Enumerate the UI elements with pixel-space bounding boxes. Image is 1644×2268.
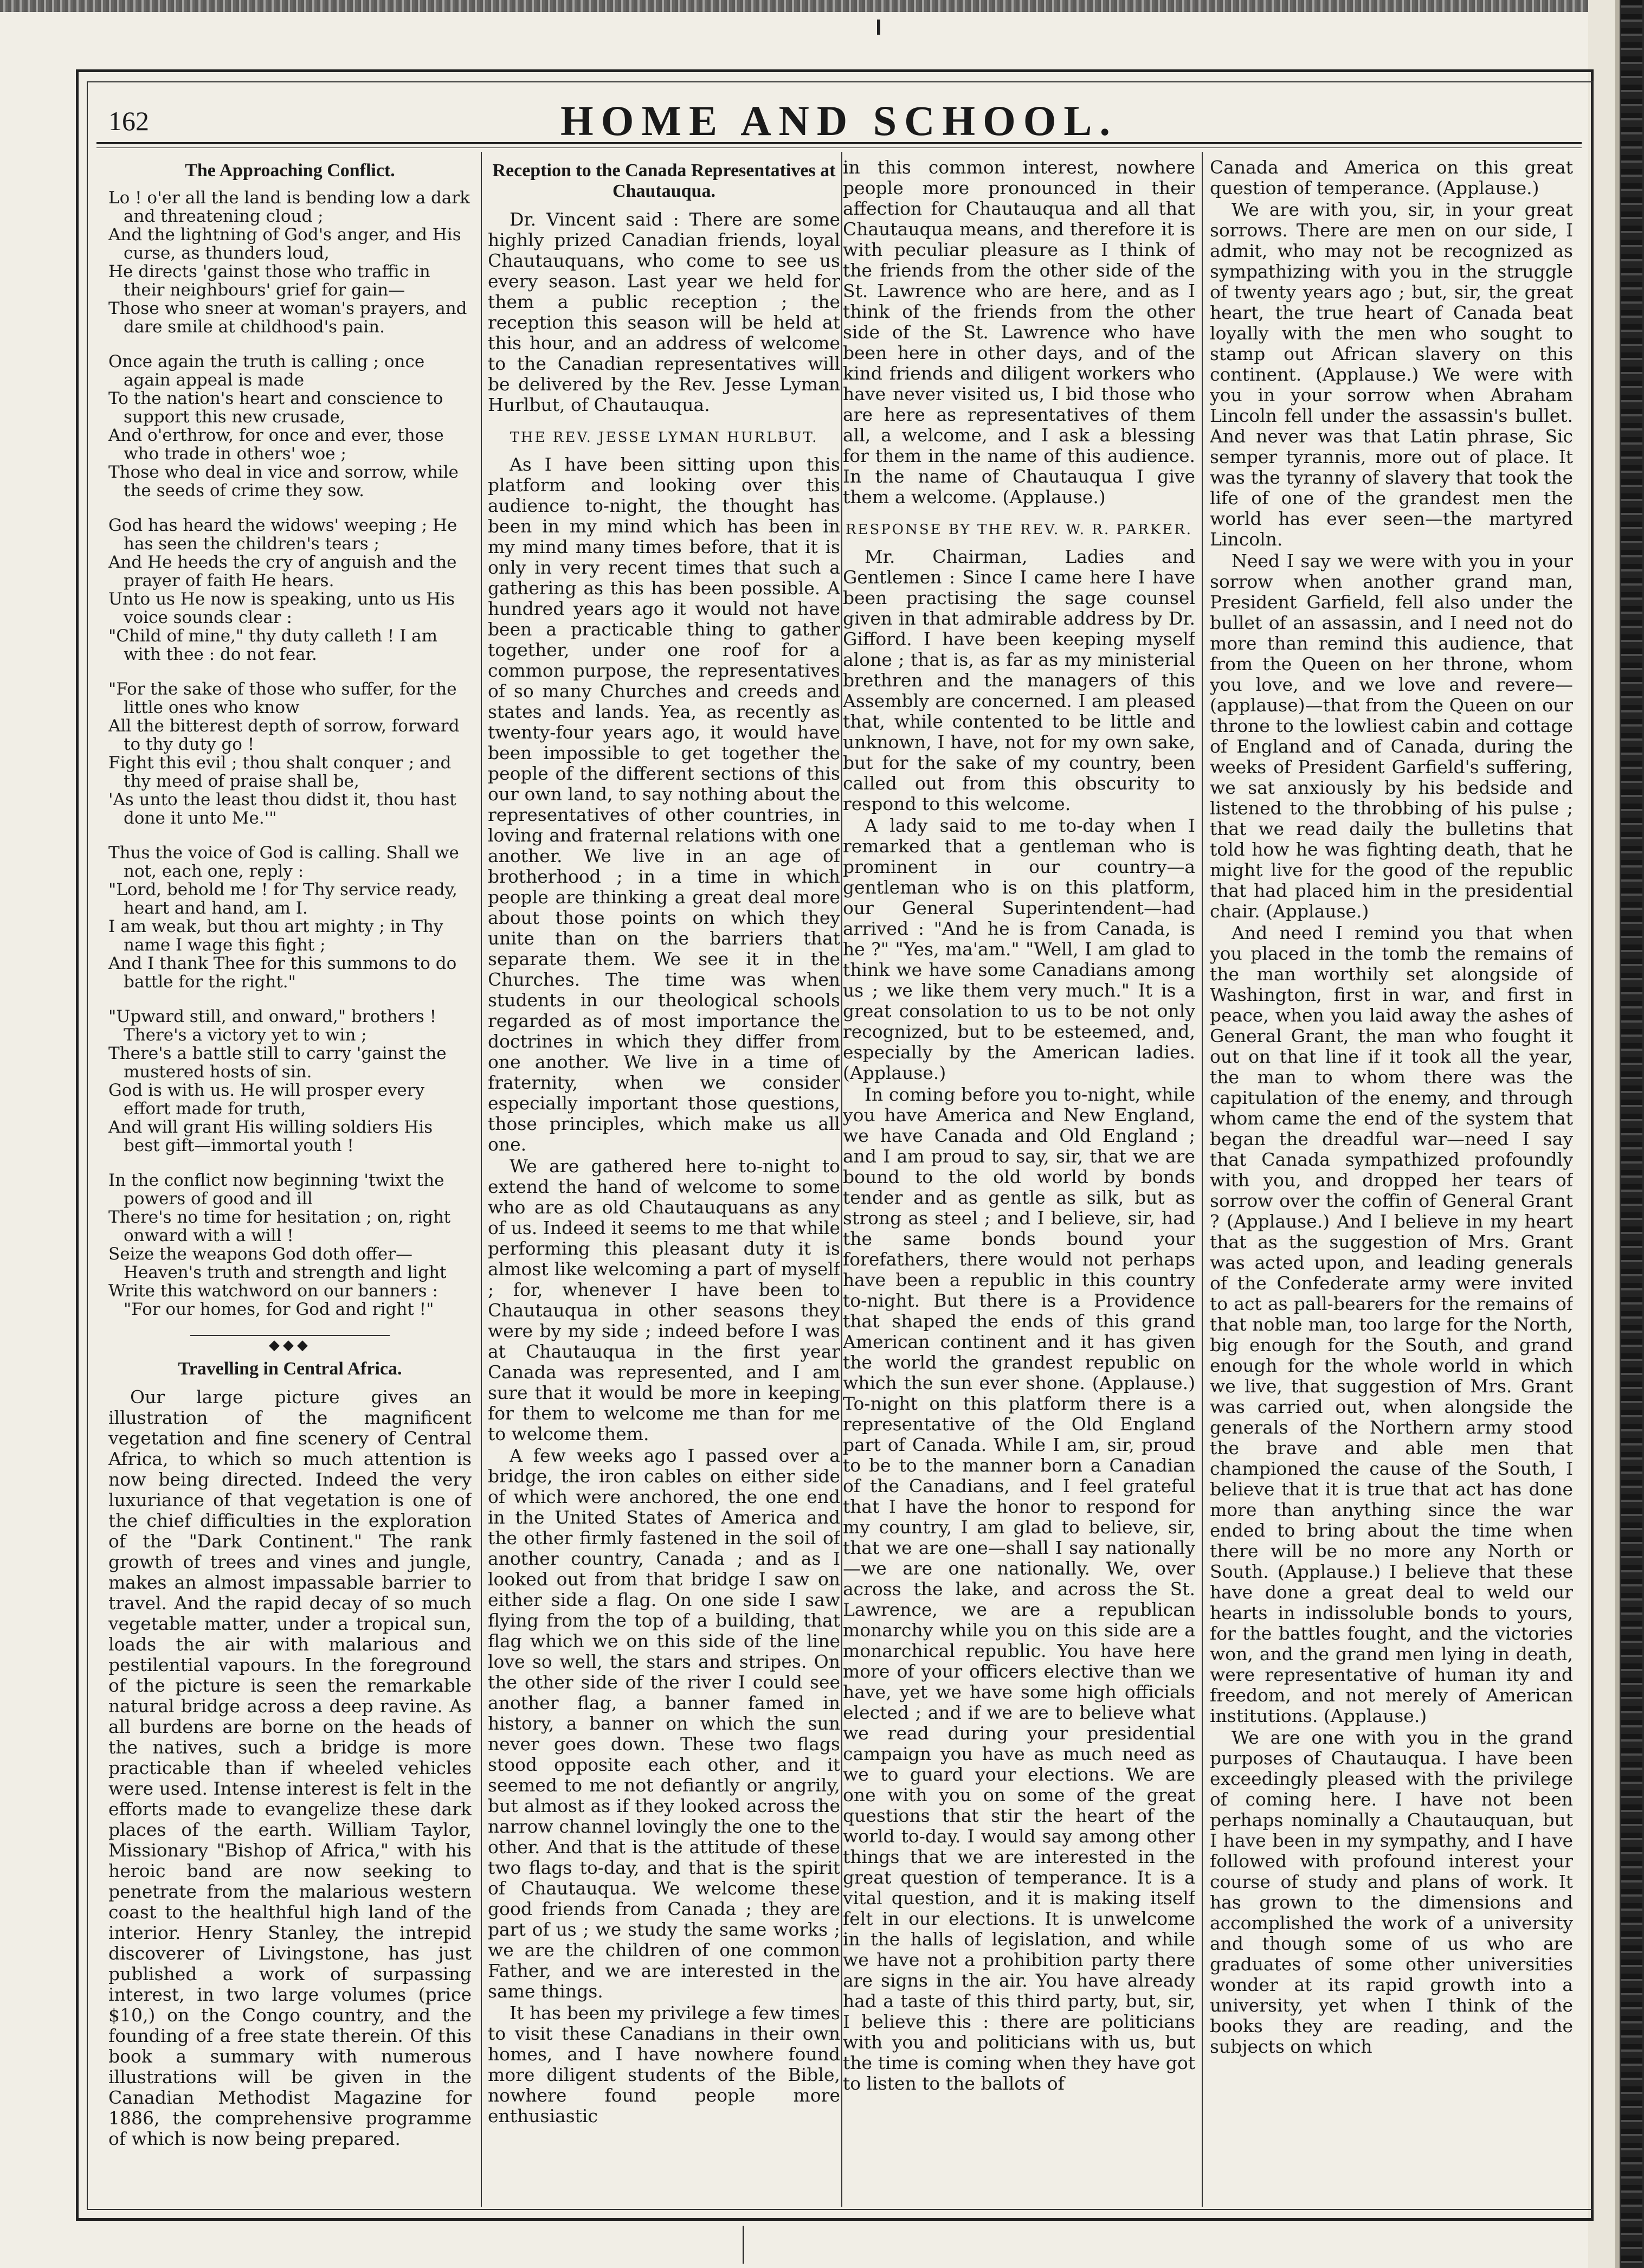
- article-paragraph: A lady said to me to-day when I remarked that a gentleman who is prominent in our country—a gentleman who is on this platform, our General Superintendent—had arrived : "And he is from Canada, is he ?" "Yes, ma'am." "Well, I am glad to think we have some Canadians among us ; we like them very much." It is a great consolation to us to be not only recognized, but to be esteemed, and, especially by the American ladies. (Applause.): [843, 815, 1195, 1083]
- poem-line: There's no time for hesitation ; on, right onward with a will !: [108, 1207, 451, 1245]
- column-3: [843, 157, 1195, 2207]
- column-divider: [481, 152, 482, 2207]
- poem-line: And He heeds the cry of anguish and the prayer of faith He hears.: [108, 552, 457, 590]
- poem-line: To the nation's heart and conscience to support this new crusade,: [108, 389, 443, 427]
- article-paragraph: Our large picture gives an illustration of the magnificent vegetation and fine scenery of Central Africa, to which so much attention is now being directed. Indeed the very luxuriance of that vegetation is one of the chief difficulties in the exploration of the "Dark Continent." The rank growth of trees and vines and jungle, makes an almost impassable barrier to travel. And the rapid decay of so much vegetable matter, under a tropical sun, loads the air with malarious and pestilential vapours. In the foreground of the picture is seen the remarkable natural bridge across a deep ravine. As all burdens are borne on the heads of the natives, such a bridge is more practicable than if wheeled vehicles were used. Intense interest is felt in the efforts made to evangelize these dark places of the earth. William Taylor, Missionary "Bishop of Africa," with his heroic band are now seeking to penetrate from the malarious western coast to the healthful high land of the interior. Henry Stanley, the intrepid discoverer of Livingstone, has just published a work of surpassing interest, in two large volumes (price $10,) on the Congo country, and the founding of a free state therein. Of this book a summary with numerous illustrations will be given in the Canadian Methodist Magazine for 1886, the comprehensive programme of which is now being prepared.: [108, 1386, 472, 2149]
- poem-stanza: [108, 1171, 472, 1319]
- poem-line: Once again the truth is calling ; once again appeal is made: [108, 352, 425, 390]
- article-paragraph: Mr. Chairman, Ladies and Gentlemen : Since I came here I have been practising the sage counsel given in that admirable address by Dr. Gifford. I have been keeping myself alone ; that is, as far as my ministerial brethren and the managers of this Assembly are concerned. I am pleased that, while contented to be little and unknown, I have, not for my own sake, but for the sake of my country, been called out from this obscurity to respond to this welcome.: [843, 546, 1195, 814]
- poem-line: And the lightning of God's anger, and His curse, as thunders loud,: [108, 225, 461, 263]
- page-title: HOME AND SCHOOL.: [560, 97, 1118, 144]
- header-rule-thin: [96, 147, 1582, 148]
- article-paragraph: Canada and America on this great question of temperance. (Applause.): [1210, 157, 1573, 198]
- scan-top-edge: [0, 0, 1644, 12]
- column-4: [1210, 157, 1573, 2207]
- poem-line: "For the sake of those who suffer, for the little ones who know: [108, 679, 457, 717]
- poem-line: "Upward still, and onward," brothers ! There's a victory yet to win ;: [108, 1007, 437, 1045]
- poem-stanza: [108, 516, 472, 664]
- header-rule: [96, 142, 1582, 144]
- column-1: [108, 157, 472, 2207]
- scan-mark: [743, 2226, 760, 2264]
- section-divider: [190, 1335, 390, 1336]
- poem-line: Write this watchword on our banners : "For our homes, for God and right !": [108, 1281, 438, 1319]
- article-paragraph: We are one with you in the grand purposes of Chautauqua. I have been exceedingly pleased with the privilege of coming here. I have not been perhaps nominally a Chautauquan, but I have been in my sympathy, and I have followed with profound interest your course of study and plans of work. It has grown to the dimensions and accomplished the work of a university and though some of us who are graduates of some other universities wonder at its rapid growth into a university, yet when I think of the books they are reading, and the subjects on which: [1210, 1727, 1573, 2057]
- article-paragraph: Need I say we were with you in your sorrow when another grand man, President Garfield, fell also under the bullet of an assassin, and I need not do more than remind this audience, that from the Queen on her throne, whom you love, and we love and revere—(applause)—that from the Queen on our throne to the lowliest cabin and cottage of England and of Canada, during the weeks of President Garfield's suffering, we sat anxiously by his bedside and listened to the throbbing of his pulse ; that we read daily the bulletins that told how he was fighting death, that he might live for the good of the republic that had placed him in the presidential chair. (Applause.): [1210, 550, 1573, 922]
- poem-line: In the conflict now beginning 'twixt the powers of good and ill: [108, 1171, 444, 1209]
- poem-line: "Child of mine," thy duty calleth ! I am with thee : do not fear.: [108, 626, 438, 664]
- poem-line: He directs 'gainst those who traffic in their neighbours' grief for gain—: [108, 262, 430, 300]
- poem-body: [108, 189, 472, 1319]
- poem-stanza: [108, 189, 472, 336]
- article-paragraph: And need I remind you that when you placed in the tomb the remains of the man worthily set alongside of Washington, first in war, and first in peace, when you laid away the ashes of General Grant, the man who fought it out on that line if it took all the year, the man to whom there was the capitulation of the enemy, and through whom came the end of the system that began the dreadful war—need I say that Canada sympathized profoundly with you, and dropped her tears of sorrow over the coffin of General Grant ? (Applause.) And I believe in my heart that as the suggestion of Mrs. Grant was acted upon, and leading generals of the Confederate army were invited to act as pall-bearers for the remains of that noble man, too large for the North, big enough for the South, and grand enough for the whole world in which we live, that suggestion of Mrs. Grant was carried out, when alongside the generals of the Northern army stood the brave and able men that championed the cause of the South, I believe that it is true that act has done more than anything since the war ended to bring about the time when there will be no more any North or South. (Applause.) I believe that these have done a great deal to weld our hearts in indissoluble bonds to yours, for the battles fought, and the victories won, and the grand men lying in death, were representative of human ity and freedom, and not merely of American institutions. (Applause.): [1210, 922, 1573, 1726]
- column-divider: [1202, 152, 1203, 2207]
- book-spine-edge: [1588, 0, 1644, 2268]
- article-paragraph: In coming before you to-night, while you have America and New England, we have Canada and Old England ; and I am proud to say, sir, that we are bound to the old world by bonds tender and as gentle as silk, but as strong as steel ; and I believe, sir, had the same bonds bound your forefathers, there would not perhaps have been a republic in this country to-night. But there is a Providence that shaped the ends of this grand American continent and it has given the world the grandest republic on which the sun ever shone. (Applause.) To-night on this platform there is a representative of the Old England part of Canada. While I am, sir, proud to be to the manner born a Canadian of the Canadians, and I feel grateful that I have the honor to respond for my country, I am glad to believe, sir, that we are one—shall I say nationally—we are one nationally. We, over across the lake, and across the St. Lawrence, we are a republican monarchy while you on this side are a monarchical republic. You have here more of your officers elective than we have, yet we have some high officials elected ; and if we are to believe what we read during your presidential campaign you have as much need as we to guard your elections. We are one with you on some of the great questions that stir the heart of the world to-day. I would say among other things that we are interested in the great question of temperance. It is a vital question, and it is making itself felt in our elections. It is unwelcome in the halls of legislation, and while we have not a prohibition party there are signs in the air. You have already had a taste of this third party, but, sir, I believe this : there are politicians with you and politicians with us, but the time is coming when they have got to listen to the ballots of: [843, 1084, 1195, 2094]
- section-subhead: RESPONSE BY THE REV. W. R. PARKER.: [845, 522, 1193, 538]
- page-number: 162: [108, 106, 149, 136]
- poem-line: I am weak, but thou art mighty ; in Thy name I wage this fight ;: [108, 917, 443, 955]
- poem-line: Unto us He now is speaking, unto us His voice sounds clear :: [108, 589, 455, 627]
- poem-stanza: [108, 844, 472, 991]
- poem-line: Those who sneer at woman's prayers, and dare smile at childhood's pain.: [108, 299, 467, 337]
- poem-line: All the bitterest depth of sorrow, forward to thy duty go !: [108, 716, 460, 754]
- article-paragraph: As I have been sitting upon this platform and looking over this audience to-night, the thought has been in my mind which has been in my mind many times before, that it is only in very recent times that such a gathering as this has been possible. A hundred years ago it would not have been a practicable thing to gather together, under one roof for a common purpose, the representatives of so many Churches and creeds and states and lands. Yea, as recently as twenty-four years ago, it would have been impossible to get together the people of the different sections of this our own land, to say nothing about the representatives of other countries, in loving and fraternal relations with one another. We live in an age of brotherhood ; in a time in which people are thinking a great deal more about those points on which they unite than on the barriers that separate them. We see it in the Churches. The time was when students in our theological schools regarded as of most importance the doctrines in which they differ from one another. We live in a time of fraternity, when we consider especially important those questions, those principles, which make us all one.: [488, 454, 840, 1155]
- poem-line: There's a battle still to carry 'gainst the mustered hosts of sin.: [108, 1044, 447, 1082]
- poem-title: The Approaching Conflict.: [185, 160, 395, 181]
- page-header: [96, 87, 1582, 144]
- poem-stanza: [108, 1007, 472, 1155]
- article-paragraph: We are gathered here to-night to extend the hand of welcome to some who are as old Chautauquans as any of us. Indeed it seems to me that while performing this pleasant duty it is almost like welcoming a part of myself ; for, whenever I have been to Chautauqua in other seasons they were by my side ; indeed before I was at Chautauqua in the first year Canada was represented, and I am sure that it would be more in keeping for them to welcome me than for me to welcome them.: [488, 1155, 840, 1444]
- column-divider: [841, 152, 842, 2207]
- poem-line: "Lord, behold me ! for Thy service ready, heart and hand, am I.: [108, 880, 457, 918]
- poem-line: Lo ! o'er all the land is bending low a dark and threatening cloud ;: [108, 188, 470, 226]
- column-2: [488, 157, 840, 2207]
- poem-line: God is with us. He will prosper every effort made for truth,: [108, 1081, 425, 1119]
- article-title: Reception to the Canada Representatives at Chautauqua.: [492, 160, 836, 201]
- section-subhead: THE REV. JESSE LYMAN HURLBUT.: [510, 429, 818, 446]
- poem-line: Fight this evil ; thou shalt conquer ; and thy meed of praise shall be,: [108, 753, 452, 791]
- article-paragraph: Dr. Vincent said : There are some highly prized Canadian friends, loyal Chautauquans, who come to see us every season. Last year we held for them a public reception ; the reception this season will be held at this hour, and an address of welcome to the Canadian representatives will be delivered by the Rev. Jesse Lyman Hurlbut, of Chautauqua.: [488, 209, 840, 415]
- article-paragraph: It has been my privilege a few times to visit these Canadians in their own homes, and I have nowhere found more diligent students of the Bible, nowhere found people more enthusiastic: [488, 2002, 840, 2126]
- divider-ornament: ◆◆◆: [269, 1337, 311, 1353]
- article-title: Travelling in Central Africa.: [178, 1359, 402, 1379]
- poem-line: God has heard the widows' weeping ; He has seen the children's tears ;: [108, 516, 457, 554]
- article-paragraph: in this common interest, nowhere people more pronounced in their affection for Chautauqua and all that Chautauqua means, and therefore it is with peculiar pleasure as I think of the friends from the other side of the St. Lawrence who are here, and as I think of the friends from the other side of the St. Lawrence who have been here in other days, and of the kind friends and diligent workers who have never visited us, I bid those who are here as representatives of them all, a welcome, and I ask a blessing for them in the name of this audience. In the name of Chautauqua I give them a welcome. (Applause.): [843, 157, 1195, 507]
- poem-stanza: [108, 680, 472, 827]
- poem-line: 'As unto the least thou didst it, thou hast done it unto Me.'": [108, 790, 456, 828]
- poem-line: Thus the voice of God is calling. Shall we not, each one, reply :: [108, 843, 459, 881]
- article-paragraph: A few weeks ago I passed over a bridge, the iron cables on either side of which were anchored, the one end in the United States of America and the other firmly fastened in the soil of another country, Canada ; and as I looked out from that bridge I saw on either side a flag. On one side I saw flying from the top of a building, that flag which we on this side of the line love so well, the stars and stripes. On the other side of the river I could see another flag, a banner famed in history, a banner on which the sun never goes down. These two flags stood opposite each other, and it seemed to me not defiantly or angrily, but almost as if they looked across the narrow channel lovingly the one to the other. And that is the attitude of these two flags to-day, and that is the spirit of Chautauqua. We welcome these good friends from Canada ; they are part of us ; we study the same works ; we are the children of one common Father, and we are interested in the same things.: [488, 1445, 840, 2002]
- poem-line: And will grant His willing soldiers His best gift—immortal youth !: [108, 1117, 433, 1155]
- poem-stanza: [108, 352, 472, 500]
- scan-mark: [877, 20, 880, 35]
- poem-line: And o'erthrow, for once and ever, those who trade in others' woe ;: [108, 426, 444, 464]
- poem-line: Seize the weapons God doth offer—Heaven's truth and strength and light: [108, 1244, 447, 1282]
- article-paragraph: We are with you, sir, in your great sorrows. There are men on our side, I admit, who may not be recognized as sympathizing with you in the struggle of twenty years ago ; but, sir, the great heart, the true heart of Canada beat loyally with the men who sought to stamp out African slavery on this continent. (Applause.) We were with you in your sorrow when Abraham Lincoln fell under the assassin's bullet. And never was that Latin phrase, Sic semper tyrannis, more out of place. It was the tyranny of slavery that took the life of one of the grandest men the world has ever seen—the martyred Lincoln.: [1210, 199, 1573, 550]
- poem-line: And I thank Thee for this summons to do battle for the right.": [108, 954, 457, 992]
- poem-line: Those who deal in vice and sorrow, while the seeds of crime they sow.: [108, 462, 459, 500]
